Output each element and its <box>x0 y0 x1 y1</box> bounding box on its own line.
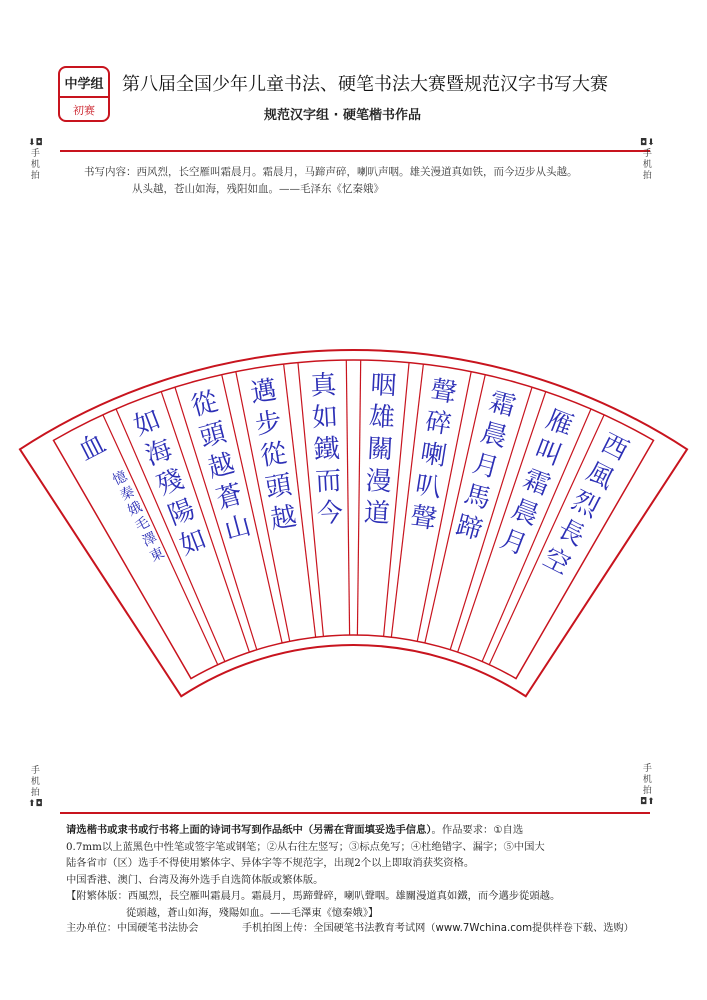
signature-character: 澤 <box>140 529 160 550</box>
fan-character: 雄 <box>368 402 396 434</box>
signature-character: 憶 <box>110 468 130 489</box>
fan-character: 月 <box>469 448 503 485</box>
signature-character: 娥 <box>125 498 145 520</box>
fan-character: 如 <box>311 402 339 434</box>
fan-character: 晨 <box>477 417 511 454</box>
signature-character: 東 <box>147 544 168 566</box>
page-subtitle: 规范汉字组 · 硬笔楷书作品 <box>264 108 421 123</box>
fan-character: 空 <box>538 542 575 581</box>
camera-icon: ⬇◘ <box>28 138 43 148</box>
fan-character: 殘 <box>152 464 188 502</box>
fan-character: 越 <box>204 448 238 485</box>
fan-character: 關 <box>366 434 395 466</box>
camera-icon: ⬆◘ <box>28 799 43 809</box>
requirements-line-2: 0.7mm以上蓝黑色中性笔或签字笔或钢笔；②从右往左竖写；③标点免写；④杜绝错字、漏字；⑤中国大 <box>66 840 545 853</box>
fan-character: 霜 <box>519 464 555 502</box>
fan-character: 從 <box>258 438 289 473</box>
content-line-1: 书写内容：西风烈，长空雁叫霜晨月。霜晨月，马蹄声碎，喇叭声咽。雄关漫道真如铁，而今迈步从头越。 <box>84 166 578 178</box>
requirements-block <box>66 822 646 921</box>
fan-character: 道 <box>363 497 391 530</box>
traditional-version-line-1: 【附繁体版：西風烈，長空雁叫霜晨月。霜晨月，馬蹄聲碎，喇叭聲咽。雄關漫道真如鐵，而今邁步從頭越。 <box>66 890 561 902</box>
phone-photo-mark-top-left: ⬇◘ 手 机 拍 <box>28 138 43 181</box>
fan-character: 叫 <box>530 434 566 472</box>
fan-character: 鐵 <box>312 434 341 466</box>
fan-character: 霜 <box>485 386 519 423</box>
bottom-red-rule <box>60 812 650 814</box>
fan-character: 真 <box>309 370 338 402</box>
fan-character: 西 <box>596 428 633 467</box>
organizer: 主办单位：中国硬笔书法协会 <box>66 923 199 934</box>
badge-group-label: 中学组 <box>60 68 108 98</box>
fan-character: 越 <box>268 501 299 536</box>
fan-calligraphy <box>74 370 633 581</box>
camera-icon: ◘⬆ <box>640 797 655 807</box>
signature-character: 秦 <box>117 483 138 505</box>
fan-character: 馬 <box>461 479 494 516</box>
phone-photo-mark-top-right: ◘⬇ 手 机 拍 <box>640 138 655 181</box>
traditional-version-line-2: 從頭越，蒼山如海，殘陽如血。——毛澤東《憶秦娥》】 <box>126 906 379 919</box>
fan-character: 蹄 <box>452 510 486 547</box>
fan-character: 月 <box>496 524 532 562</box>
fan-character: 聲 <box>408 501 439 536</box>
fan-character: 血 <box>74 428 111 467</box>
content-line-2: 从头越，苍山如海，残阳如血。——毛泽东《忆秦娥》 <box>132 183 384 195</box>
fan-character: 風 <box>581 456 619 496</box>
requirements-line-3: 陆各省市（区）选手不得使用繁体字、异体字等不规范字，出现2个以上即取消获奖资格。 <box>66 857 475 869</box>
fan-character: 今 <box>316 497 344 530</box>
fan-character: 叭 <box>413 470 444 504</box>
fan-character: 晨 <box>507 494 543 532</box>
fan-character: 咽 <box>369 370 398 402</box>
requirements-line-1: 请选楷书或隶书或行书将上面的诗词书写到作品纸中（另需在背面填妥选手信息）。作品要求：①自选 <box>66 824 524 836</box>
fan-outer-border <box>20 350 687 696</box>
badge-round-label: 初赛 <box>73 104 95 117</box>
fan-character: 碎 <box>423 406 454 441</box>
phone-photo-mark-bottom-left: 手 机 拍 ⬆◘ <box>28 766 43 809</box>
fan-frame <box>20 350 687 696</box>
upload-info: 手机拍图上传：全国硬笔书法教育考试网（www.7Wchina.com提供样卷下载、选购） <box>242 923 634 934</box>
fan-character: 如 <box>129 404 165 442</box>
fan-character: 蒼 <box>213 479 246 516</box>
fan-character: 如 <box>175 524 211 562</box>
fan-character: 而 <box>314 465 343 498</box>
camera-icon: ◘⬇ <box>640 138 655 148</box>
fan-character: 山 <box>221 510 255 547</box>
fan-character: 漫 <box>364 465 393 498</box>
phone-photo-mark-bottom-right: 手 机 拍 ◘⬆ <box>640 764 655 807</box>
fan-column-divider <box>357 360 360 635</box>
fan-character: 聲 <box>428 375 459 409</box>
signature-character: 毛 <box>132 514 153 535</box>
requirements-line-4: 中国香港、澳门、台湾及海外选手自选简体版或繁体版。 <box>66 873 324 886</box>
fan-character: 喇 <box>418 438 449 473</box>
fan-character: 從 <box>188 386 222 423</box>
fan-character: 陽 <box>164 494 200 532</box>
fan-character: 雁 <box>542 404 578 442</box>
fan-character: 烈 <box>567 485 604 524</box>
fan-character: 步 <box>253 406 284 441</box>
fan-character: 海 <box>141 434 177 472</box>
fan-column-divider <box>346 360 349 635</box>
fan-character: 長 <box>552 513 590 553</box>
fan-character: 邁 <box>248 375 279 409</box>
fan-character: 頭 <box>196 417 230 454</box>
page-title: 第八届全国少年儿童书法、硬笔书法大赛暨规范汉字书写大赛 <box>122 74 608 95</box>
fan-character: 頭 <box>263 470 294 504</box>
